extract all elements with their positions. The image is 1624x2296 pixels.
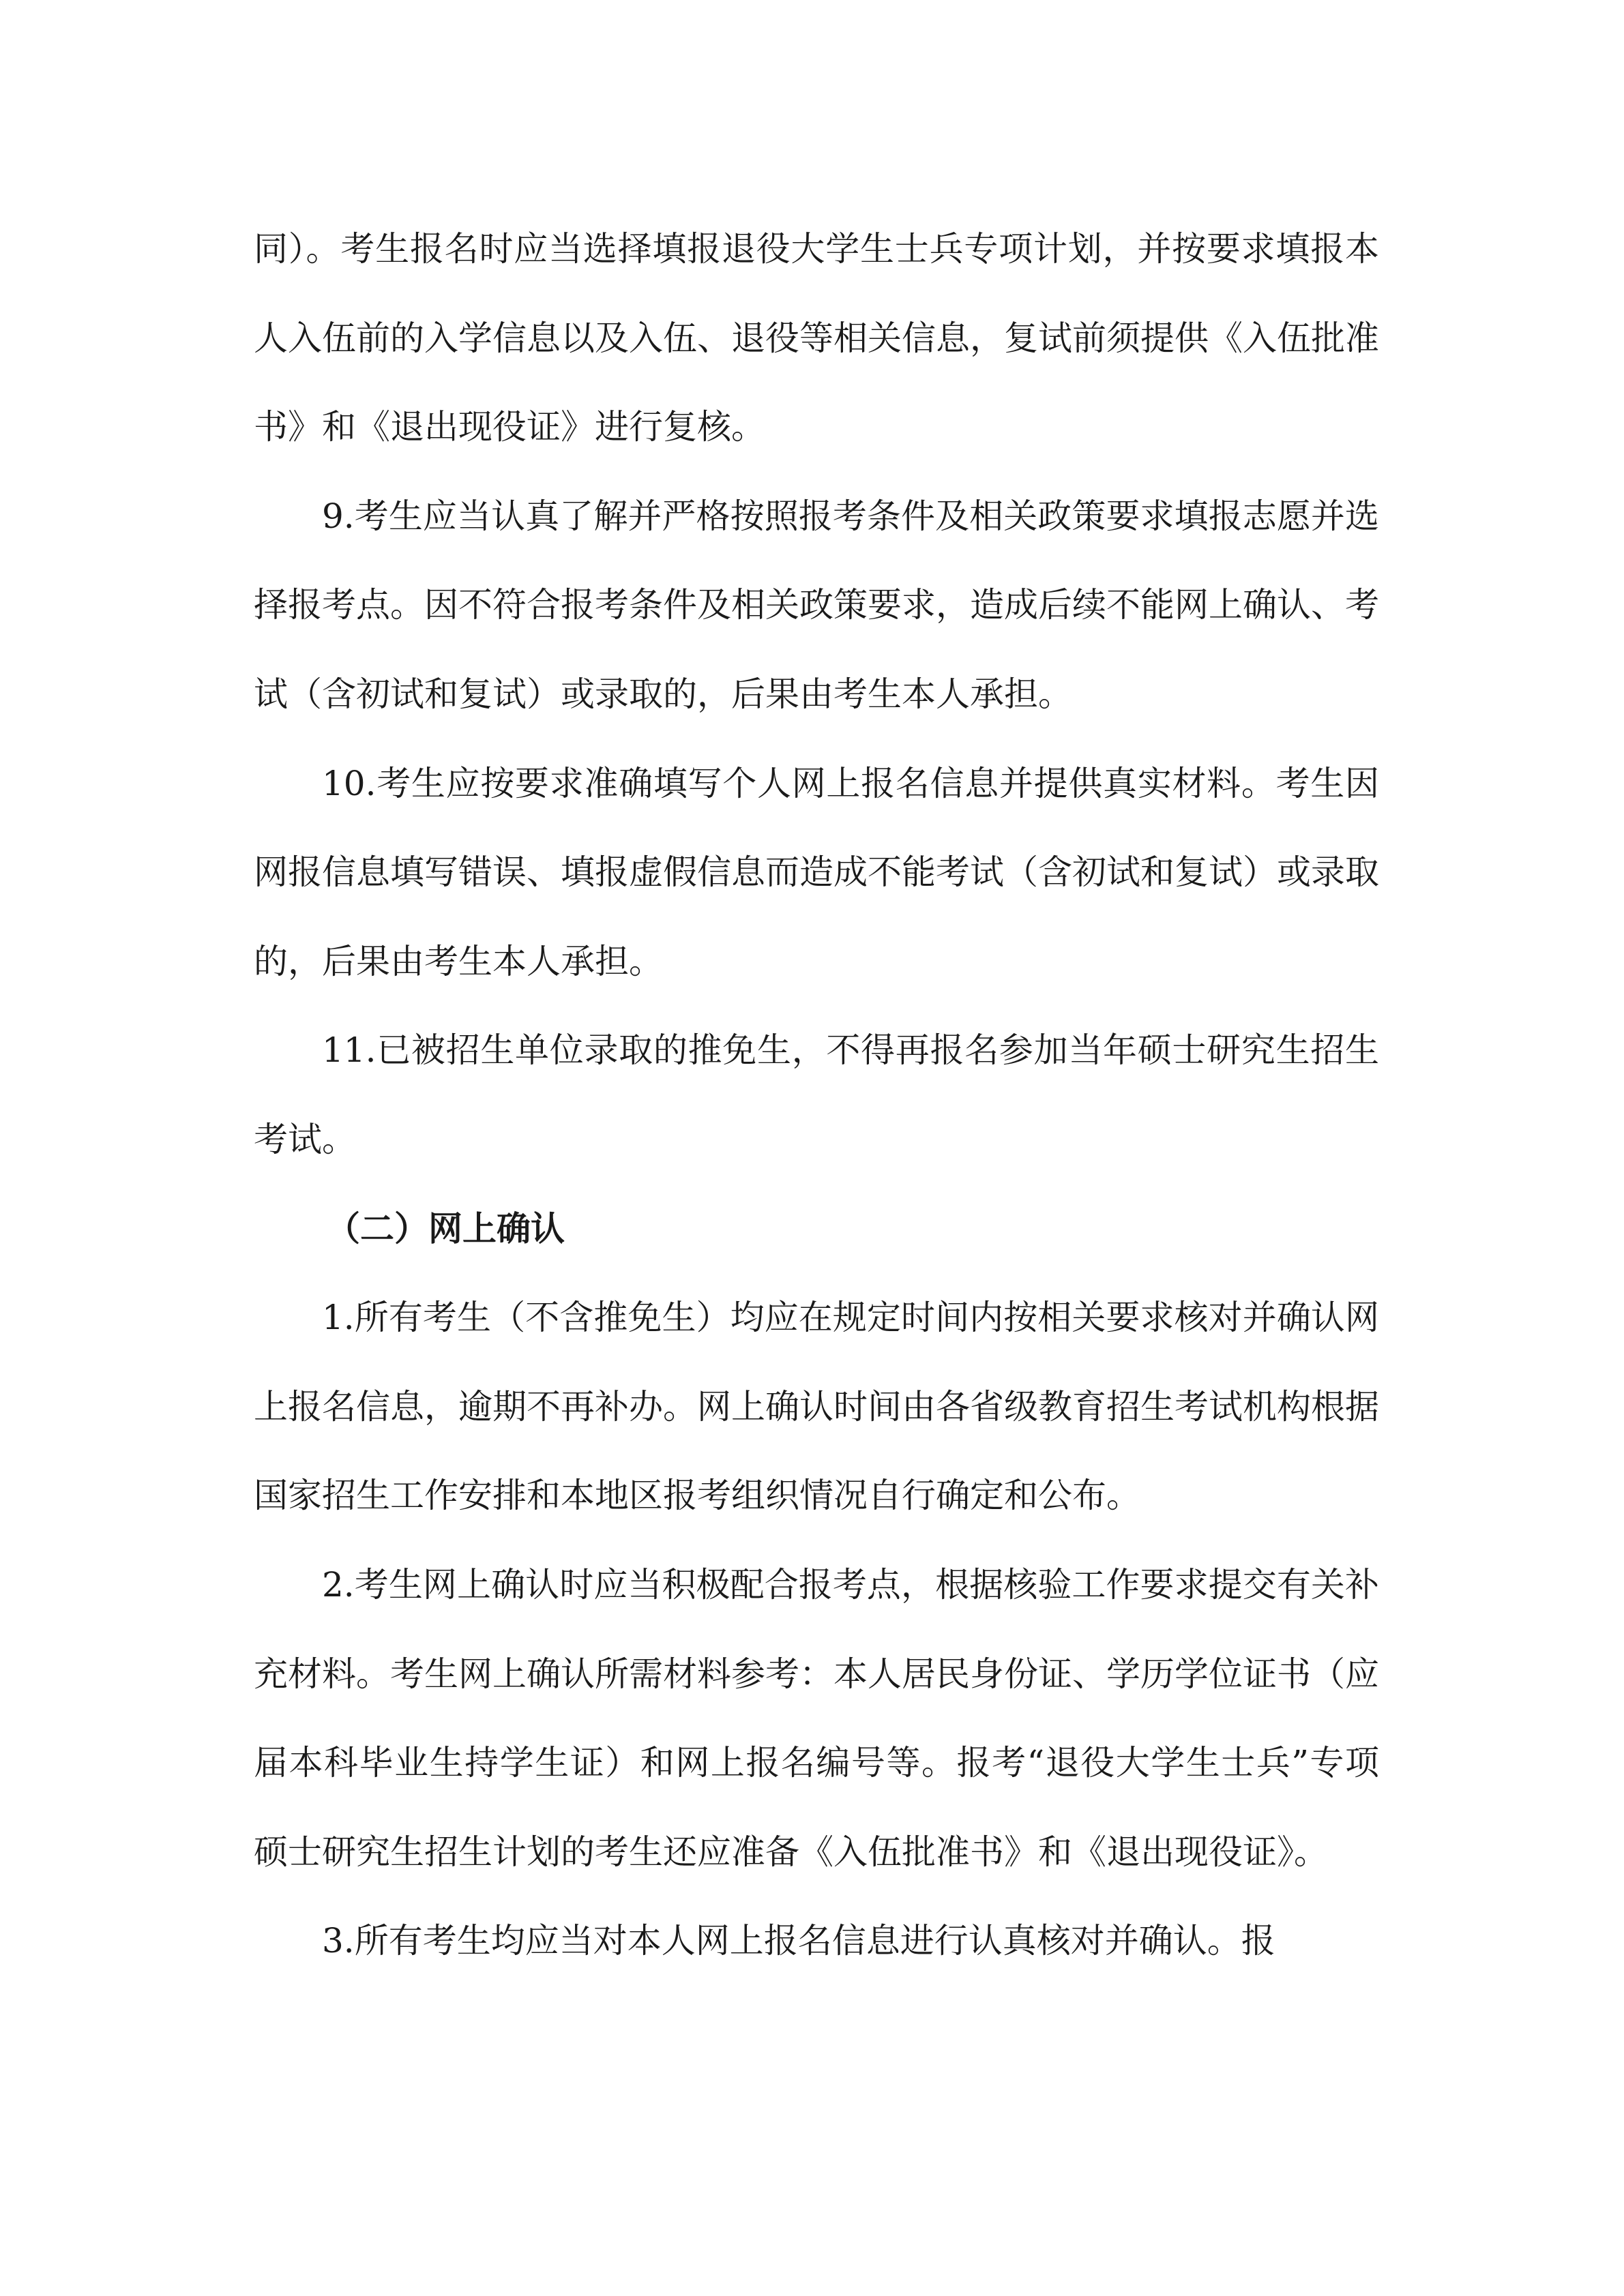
paragraph-item-9: 9.考生应当认真了解并严格按照报考条件及相关政策要求填报志愿并选择报考点。因不符合报考条件及相关政策要求，造成后续不能网上确认、考试（含初试和复试）或录取的，后果由考生本人承担。	[254, 496, 1379, 714]
paragraph-item-10: 10.考生应按要求准确填写个人网上报名信息并提供真实材料。考生因网报信息填写错误、填报虚假信息而造成不能考试（含初试和复试）或录取的，后果由考生本人承担。	[254, 763, 1379, 981]
section-paragraph-3: 3.所有考生均应当对本人网上报名信息进行认真核对并确认。报	[322, 1921, 1275, 1961]
section-heading: （二）网上确认	[326, 1208, 565, 1249]
paragraph-continued: 同）。考生报名时应当选择填报退役大学生士兵专项计划，并按要求填报本人入伍前的入学信息以及入伍、退役等相关信息，复试前须提供《入伍批准书》和《退出现役证》进行复核。	[254, 229, 1379, 447]
document-body	[254, 205, 1379, 1986]
section-paragraph-1: 1.所有考生（不含推免生）均应在规定时间内按相关要求核对并确认网上报名信息，逾期不再补办。网上确认时间由各省级教育招生考试机构根据国家招生工作安排和本地区报考组织情况自行确定和公布。	[254, 1298, 1379, 1516]
paragraph-item-11: 11.已被招生单位录取的推免生，不得再报名参加当年硕士研究生招生考试。	[254, 1030, 1379, 1159]
section-paragraph-2: 2.考生网上确认时应当积极配合报考点，根据核验工作要求提交有关补充材料。考生网上确认所需材料参考：本人居民身份证、学历学位证书（应届本科毕业生持学生证）和网上报名编号等。报考“退役大学生士兵”专项硕士研究生招生计划的考生还应准备《入伍批准书》和《退出现役证》。	[254, 1564, 1379, 1872]
